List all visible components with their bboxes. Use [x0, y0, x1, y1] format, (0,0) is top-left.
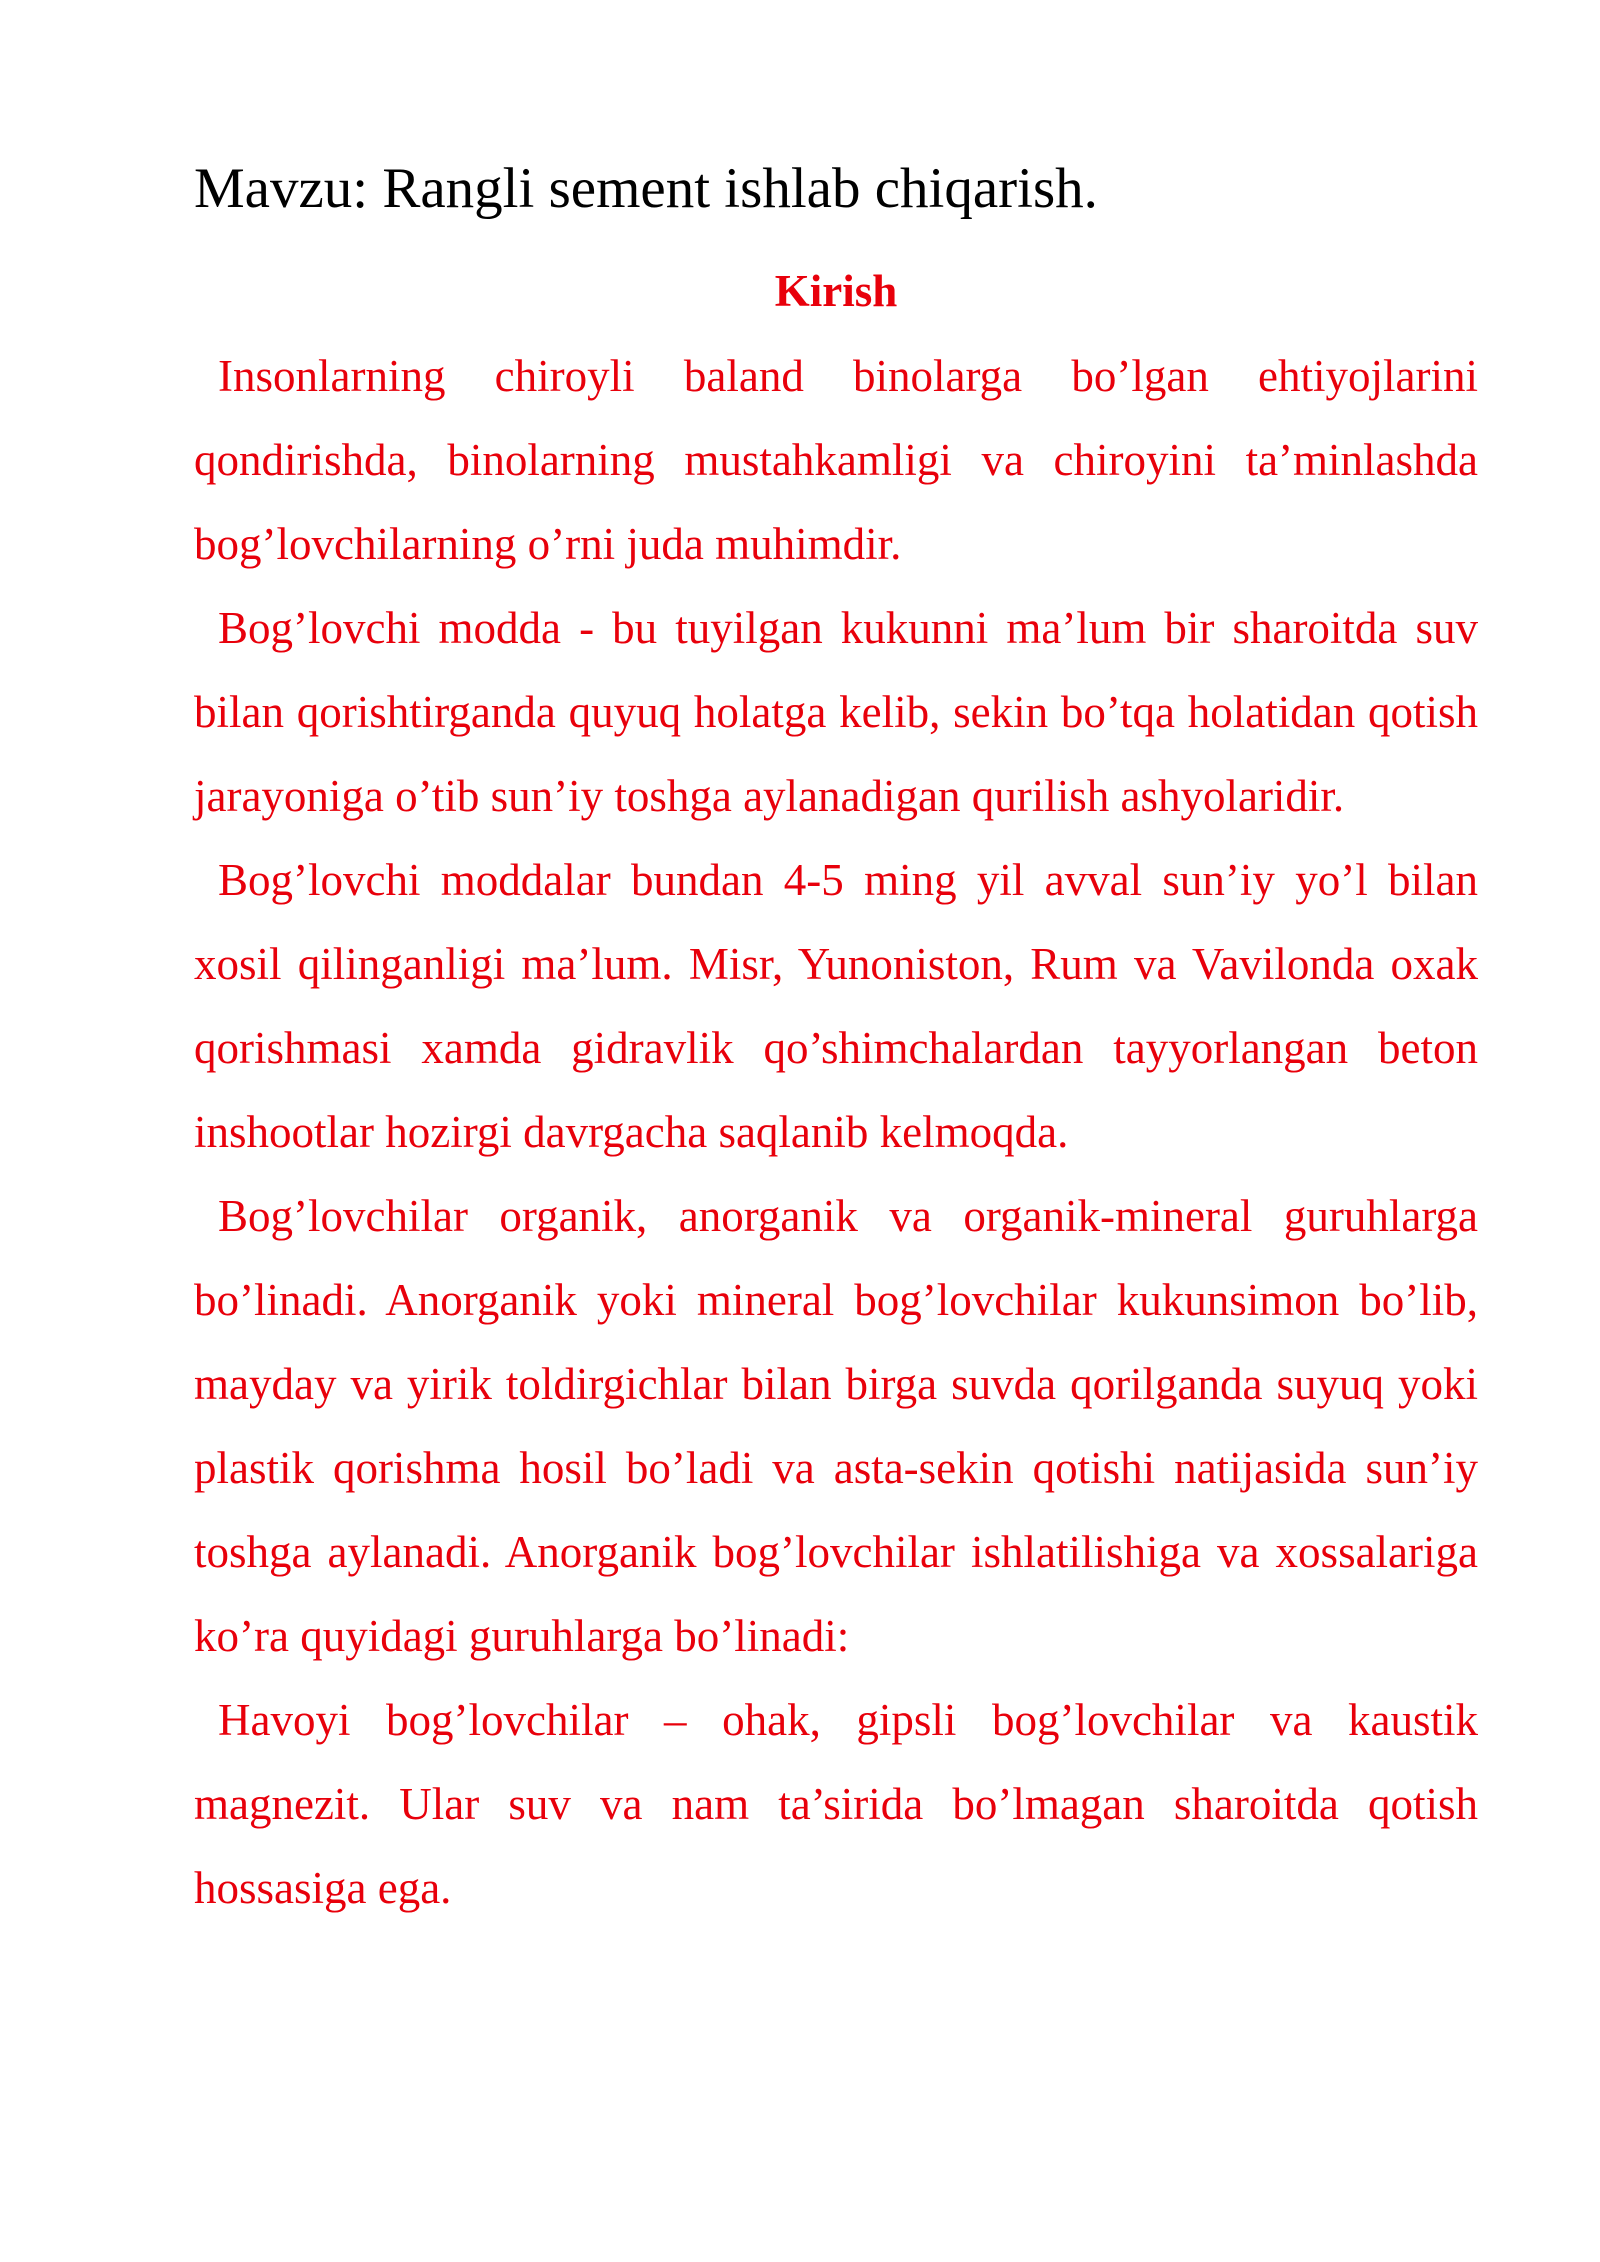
paragraph: Havoyi bog’lovchilar – ohak, gipsli bog’lovchilar va kaustik magnezit. Ular suv va nam ta’sirida bo’lmagan sharoitda qotish hossasiga ega. — [194, 1695, 1478, 1913]
topic-title: Mavzu: Rangli sement ishlab chiqarish. — [194, 157, 1098, 220]
document-page — [194, 150, 1478, 1930]
section-heading: Kirish — [774, 266, 898, 316]
paragraph: Insonlarning chiroyli baland binolarga bo’lgan ehtiyojlarini qondirishda, binolarning mustahkamligi va chiroyini ta’minlashda bog’lovchilarning o’rni juda muhimdir. — [194, 351, 1478, 569]
paragraph: Bog’lovchi modda - bu tuyilgan kukunni ma’lum bir sharoitda suv bilan qorishtirganda quyuq holatga kelib, sekin bo’tqa holatidan qotish jarayoniga o’tib sun’iy toshga aylanadigan qurilish ashyolaridir. — [194, 603, 1478, 821]
paragraph: Bog’lovchi moddalar bundan 4-5 ming yil avval sun’iy yo’l bilan xosil qilinganligi ma’lum. Misr, Yunoniston, Rum va Vavilonda oxak qorishmasi xamda gidravlik qo’shimchalardan tayyorlangan beton inshootlar hozirgi davrgacha saqlanib kelmoqda. — [194, 855, 1478, 1157]
paragraph: Bog’lovchilar organik, anorganik va organik-mineral guruhlarga bo’linadi. Anorganik yoki mineral bog’lovchilar kukunsimon bo’lib, mayday va yirik toldirgichlar bilan birga suvda qorilganda suyuq yoki plastik qorishma hosil bo’ladi va asta-sekin qotishi natijasida sun’iy toshga aylanadi. Anorganik bog’lovchilar ishlatilishiga va xossalariga ko’ra quyidagi guruhlarga bo’linadi: — [194, 1191, 1478, 1661]
